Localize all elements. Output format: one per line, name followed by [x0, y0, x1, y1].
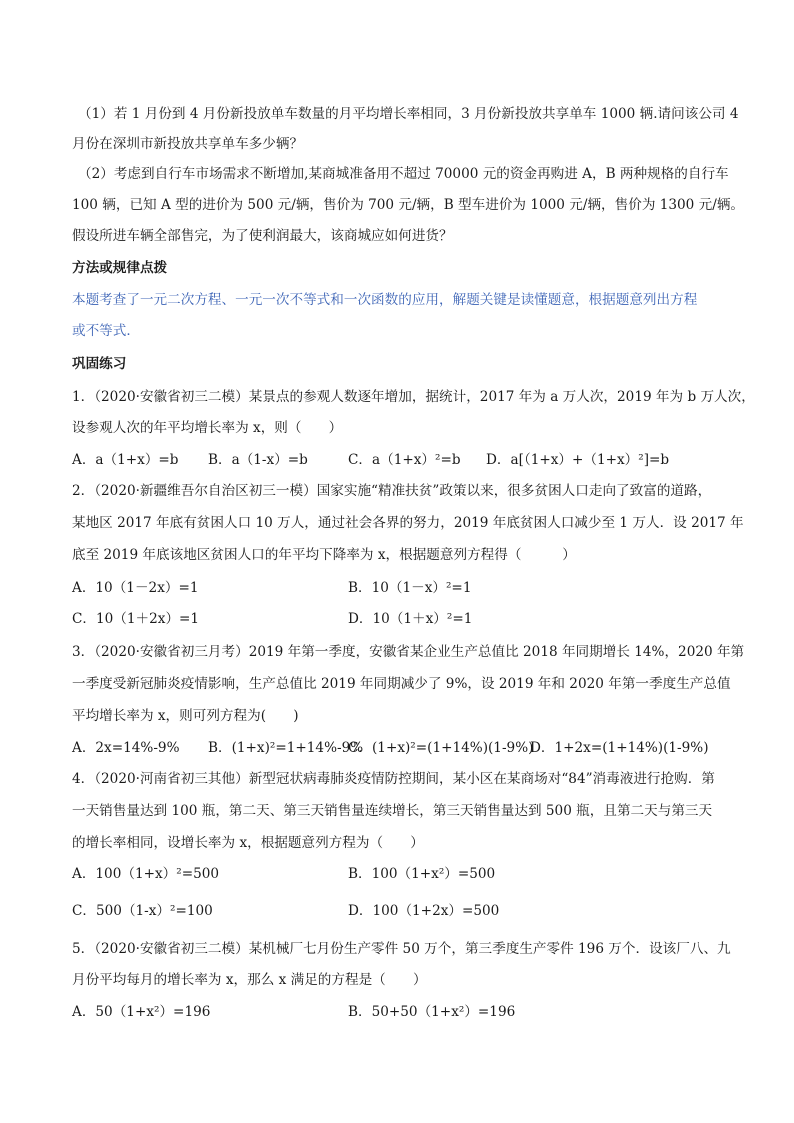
q2-line3: 底至 2019 年底该地区贫困人口的年平均下降率为 x，根据题意列方程得（ ） — [72, 547, 576, 563]
q1-option-a: A．a（1+x）=b — [72, 452, 179, 468]
q3-line2: 一季度受新冠肺炎疫情影响，生产总值比 2019 年同期减少了 9%，设 2019 年和 2020 年第一季度生产总值 — [72, 676, 731, 692]
q4-option-d: D．100（1+2x）=500 — [348, 903, 500, 919]
q3-line1: 3．（2020·安徽省初三月考）2019 年第一季度，安徽省某企业生产总值比 2018 年同期增长 14%，2020 年第 — [72, 644, 745, 660]
q4-line3: 的增长率相同，设增长率为 x，根据题意列方程为（ ） — [72, 835, 424, 851]
q4-option-b: B．100（1+x²）=500 — [348, 866, 496, 882]
practice-heading: 巩固练习 — [72, 356, 127, 372]
q4-line2: 一天销售量达到 100 瓶，第二天、第三天销售量连续增长，第三天销售量达到 500 瓶，且第二天与第三天 — [72, 803, 713, 819]
q3-option-b: B．(1+x)²=1+14%-9% — [208, 740, 364, 756]
q5-option-a: A．50（1+x²）=196 — [72, 1004, 211, 1020]
problem-part2-line2: 100 辆，已知 A 型的进价为 500 元/辆，售价为 700 元/辆，B 型车进价为 1000 元/辆，售价为 1300 元/辆。 — [72, 197, 745, 213]
q2-option-b: B．10（1－x）²=1 — [348, 580, 472, 596]
q4-option-c: C．500（1-x）²=100 — [72, 903, 213, 919]
q1-option-b: B．a（1-x）=b — [208, 452, 308, 468]
method-line2: 或不等式． — [72, 323, 140, 339]
q2-line1: 2．（2020·新疆维吾尔自治区初三一模）国家实施“精准扶贫”政策以来，很多贫困人口走向了致富的道路， — [72, 483, 712, 499]
q1-line1: 1．（2020·安徽省初三二模）某景点的参观人数逐年增加，据统计，2017 年为 a 万人次，2019 年为 b 万人次， — [72, 389, 755, 405]
problem-part1-line2: 月份在深圳市新投放共享单车多少辆？ — [72, 136, 304, 152]
q4-option-a: A．100（1+x）²=500 — [72, 866, 220, 882]
q4-line1: 4．（2020·河南省初三其他）新型冠状病毒肺炎疫情防控期间，某小区在某商场对“84”消毒液进行抢购．第 — [72, 771, 715, 787]
q5-line2: 月份平均每月的增长率为 x，那么 x 满足的方程是（ ） — [72, 972, 427, 988]
q1-line2: 设参观人次的年平均增长率为 x，则（ ） — [72, 420, 343, 436]
problem-part2-line1: （2）考虑到自行车市场需求不断增加,某商城准备用不超过 70000 元的资金再购进 A，B 两种规格的自行车 — [78, 166, 729, 182]
q5-option-b: B．50+50（1+x²）=196 — [348, 1004, 516, 1020]
method-line1: 本题考查了一元二次方程、一元一次不等式和一次函数的应用，解题关键是读懂题意，根据题意列出方程 — [72, 292, 698, 308]
q1-option-d: D．a[（1+x）+（1+x）²]=b — [486, 452, 670, 468]
q5-line1: 5．（2020·安徽省初三二模）某机械厂七月份生产零件 50 万个，第三季度生产零件 196 万个．设该厂八、九 — [72, 941, 731, 957]
q3-option-c: C．(1+x)²=(1+14%)(1-9%) — [348, 740, 534, 756]
problem-part2-line3: 假设所进车辆全部售完，为了使利润最大，该商城应如何进货？ — [72, 228, 453, 244]
problem-part1-line1: （1）若 1 月份到 4 月份新投放单车数量的月平均增长率相同，3 月份新投放共享单车 1000 辆.请问该公司 4 — [78, 106, 739, 122]
q3-option-d: D．1+2x=(1+14%)(1-9%) — [530, 740, 709, 756]
q2-option-a: A．10（1－2x）=1 — [72, 580, 199, 596]
q2-line2: 某地区 2017 年底有贫困人口 10 万人，通过社会各界的努力，2019 年底贫困人口减少至 1 万人．设 2017 年 — [72, 515, 744, 531]
q2-option-c: C．10（1＋2x）=1 — [72, 611, 200, 627]
q2-option-d: D．10（1＋x）²=1 — [348, 611, 473, 627]
q3-line3: 平均增长率为 x，则可列方程为( ) — [72, 708, 299, 724]
q1-option-c: C．a（1+x）²=b — [348, 452, 461, 468]
method-heading: 方法或规律点拨 — [72, 260, 168, 276]
q3-option-a: A．2x=14%-9% — [72, 740, 180, 756]
